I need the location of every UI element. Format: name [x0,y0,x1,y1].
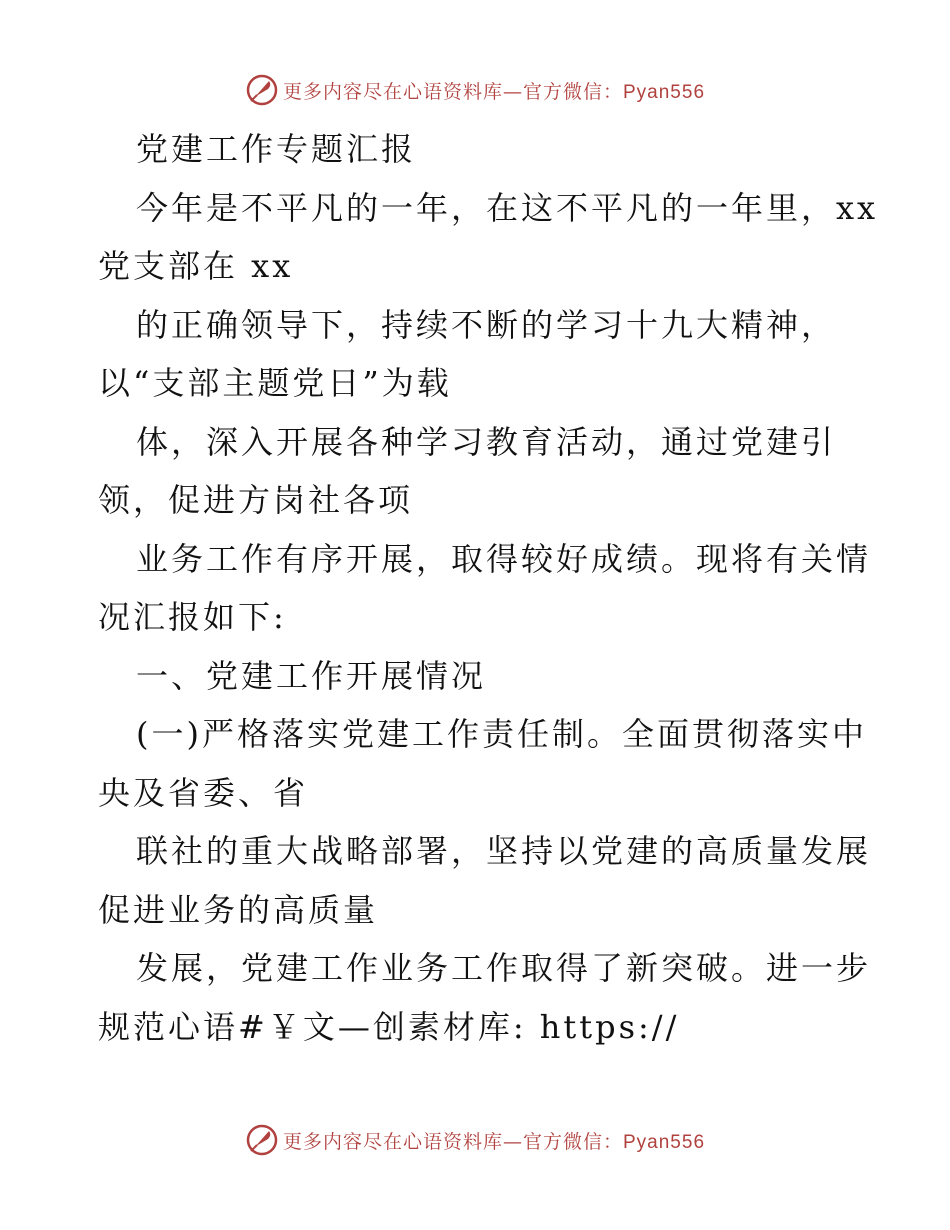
footer-wechat-id: Pyan556 [623,1131,706,1153]
document-line: 规范心语#￥文—创素材库: https:// [98,1007,680,1046]
feather-pen-circle-icon [245,1123,279,1157]
header-banner-text [283,77,705,104]
document-line: 况汇报如下: [98,598,287,636]
document-line: 发展，党建工作业务工作取得了新突破。进一步 [136,949,872,987]
document-line: (一)严格落实党建工作责任制。全面贯彻落实中 [136,715,867,753]
document-line: 央及省委、省 [98,773,309,812]
document-line: 联社的重大战略部署，坚持以党建的高质量发展 [136,832,872,870]
document-line: 业务工作有序开展，取得较好成绩。现将有关情 [136,539,872,578]
footer-banner [0,1120,950,1160]
feather-pen-circle-icon [245,73,279,107]
document-line: 以“支部主题党日”为载 [98,364,452,402]
document-line: 领，促进方岗社各项 [98,481,414,519]
document-line: 的正确领导下，持续不断的学习十九大精神， [136,305,837,344]
header-wechat-id: Pyan556 [623,81,706,103]
header-banner [0,70,950,110]
footer-banner-text [283,1127,705,1154]
document-line: 一、党建工作开展情况 [136,656,487,695]
document-line: 体，深入开展各种学习教育活动，通过党建引 [136,422,837,461]
document-body [98,120,879,1056]
document-line: 党支部在 xx [98,247,294,285]
header-banner-label: 更多内容尽在心语资料库—官方微信： [282,80,623,103]
document-line: 党建工作专题汇报 [136,130,417,168]
document-line: 今年是不平凡的一年，在这不平凡的一年里，xx [136,188,879,227]
document-line: 促进业务的高质量 [98,890,379,929]
footer-banner-label: 更多内容尽在心语资料库—官方微信： [282,1130,623,1153]
